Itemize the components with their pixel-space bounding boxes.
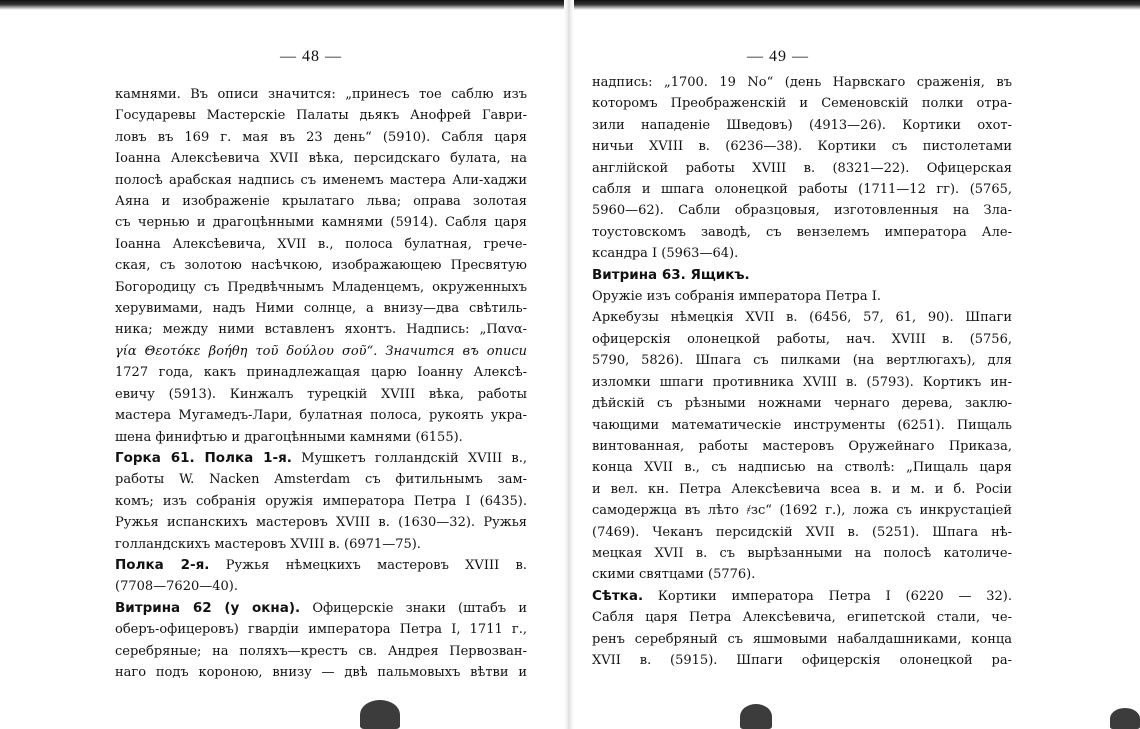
text-line: тоустовскомъ заводѣ, съ вензелемъ императора Але- [592,224,1012,240]
text-line: скими святцами (5776). [592,567,756,583]
book-gutter [564,0,574,729]
text-line: ничьи XVIII в. (6236—38). Кортики съ пистолетами [592,139,1012,155]
text-line: Сабля царя Петра Алексѣевича, египетской стали, че- [592,610,1012,626]
page-text [592,72,1012,671]
text-line: XVII в. (5915). Шпаги офицерскія олонецкой ра- [592,652,1012,668]
text-line: чающими математическіе инструменты (6251). Пищаль [592,417,1012,433]
page-number: — 49 — [747,48,809,65]
section-heading: Сѣтка. [592,587,644,604]
section-heading: Витрина 63. Ящикъ. [592,266,750,283]
text-line: Ружья испанскихъ мастеровъ XVIII в. (1630—32). Ружья [115,515,527,531]
text-line: комъ; изъ собранія оружія императора Петра I (6435). [115,493,527,509]
text-line: ская, съ золотою насѣчкою, изображающею Пресвятую [115,258,527,274]
text-line: конца XVII в., съ надписью на стволѣ: „Пищаль царя [592,460,1012,476]
text-line: самодержца въ лѣто ҂зс“ (1692 г.), ложа съ инкрустаціей [592,503,1012,519]
text-line: ловъ въ 169 г. мая въ 23 день“ (5910). Сабля царя [115,129,527,145]
text-line: полосѣ арабская надпись съ именемъ мастера Али-хаджи [115,172,527,188]
section-heading: Полка 2-я. [115,556,210,573]
scan-blot [1110,708,1140,729]
text-line: херувимами, надъ Ними солнце, а внизу—два свѣтиль- [115,301,527,317]
text-line: мецкая XVII в. съ вырѣзанными на полосѣ католиче- [592,545,1012,561]
text-line: голландскихъ мастеровъ XVIII в. (6971—75). [115,536,421,552]
text-line: γία Θεοτόκε βοήθη τοῦ δούλου σοῦ“. Значится въ описи [115,343,527,359]
text-line: 5790, 5826). Шпага съ пилками (на вертлюгахъ), для [592,353,1012,369]
text-line: камнями. Въ описи значится: „принесъ тое саблю изъ [115,87,527,102]
page-text [115,84,527,683]
text-line: Мушкетъ голландскій XVIII в., [301,450,527,466]
text-line: (7469). Чеканъ персидскій XVII в. (5251). Шпага нѣ- [592,524,1012,540]
page-number: — 48 — [280,48,342,65]
text-line: ренъ серебряный съ яшмовыми набалдашниками, конца [592,631,1012,647]
text-line: работы W. Nacken Amsterdam съ фитильнымъ зам- [115,472,527,488]
text-line: мастера Мугамедъ-Лари, булатная полоса, рукоять укра- [115,408,527,424]
right-page [592,0,1012,729]
text-line: оберъ-офицеровъ) гвардіи императора Петра I, 1711 г., [115,622,527,638]
text-line: дѣйскій съ рѣзными ножнами чернаго дерева, заклю- [592,396,1012,412]
text-line: зили нападеніе Шведовъ) (4913—26). Кортики охот- [592,117,1012,133]
text-line: Ружья нѣмецкихъ мастеровъ XVIII в. [225,557,527,573]
text-line: 5960—62). Сабли образцовыя, изготовленныя на Зла- [592,203,1012,219]
section-heading: Витрина 62 (у окна). [115,599,301,616]
text-line: шена финифтью и драгоцѣнными камнями (6155). [115,429,463,445]
text-line: Аркебузы нѣмецкія XVII в. (6456, 57, 61, 90). Шпаги [592,310,1012,326]
text-line: (7708—7620—40). [115,579,238,595]
text-line: 1727 года, какъ принадлежащая царю Іоанну Алексѣ- [115,365,527,381]
text-line: надпись: „1700. 19 No“ (день Нарвскаго сраженія, въ [592,75,1012,90]
text-line: изломки шпаги противника XVIII в. (5793). Кортикъ ин- [592,374,1012,390]
text-line: Богородицу съ Предвѣчнымъ Младенцемъ, окруженныхъ [115,279,527,295]
text-line: серебряные; на поляхъ—крестъ св. Андрея Первозван- [115,643,527,659]
text-line: которомъ Преображенскій и Семеновскій полки отра- [592,96,1012,112]
section-heading: Горка 61. Полка 1-я. [115,449,292,466]
text-line: офицерскія олонецкой работы, нач. XVIII в. (5756, [592,331,1012,347]
text-line: винтованная, работы мастеровъ Оружейнаго Приказа, [592,438,1012,454]
section-vitrina-62 [115,598,527,619]
section-setka [592,586,1012,607]
text-line: Оружіе изъ собранія императора Петра I. [592,289,882,305]
text-line: Кортики императора Петра I (6220 — 32). [657,588,1012,604]
section-polka-2 [115,555,527,576]
text-line: и вел. кн. Петра Алексѣевича всеа в. и м. и б. Росіи [592,481,1012,497]
text-line: съ чернью и драгоцѣнными камнями (5914). Сабля царя [115,215,527,231]
text-line: ника; между ними вставленъ яхонтъ. Надпись: „Παvα- [115,322,527,338]
text-line: наго подъ короною, внизу — двѣ пальмовыхъ вѣтви и [115,664,527,680]
section-gorka-61 [115,448,527,469]
left-page [115,0,527,729]
text-line: ксандра I (5963—64). [592,246,739,262]
text-line: Іоанна Алексѣевича, XVII в., полоса булатная, грече- [115,236,527,252]
text-line: Офицерскіе знаки (штабъ и [312,600,527,616]
text-line: Іоанна Алексѣевича XVII вѣка, персидскаго булата, на [115,151,527,167]
text-line: Государевы Мастерскіе Палаты дьякъ Анофрей Гаври- [115,108,527,124]
text-line: англійской работы XVIII в. (8321—22). Офицерская [592,160,1012,176]
text-line: Аяна и изображеніе крылатаго льва; оправа золотая [115,194,527,210]
text-line: евичу (5913). Кинжалъ турецкій XVIII вѣка, работы [115,386,527,402]
text-line: сабля и шпага олонецкой работы (1711—12 гг). (5765, [592,182,1012,198]
